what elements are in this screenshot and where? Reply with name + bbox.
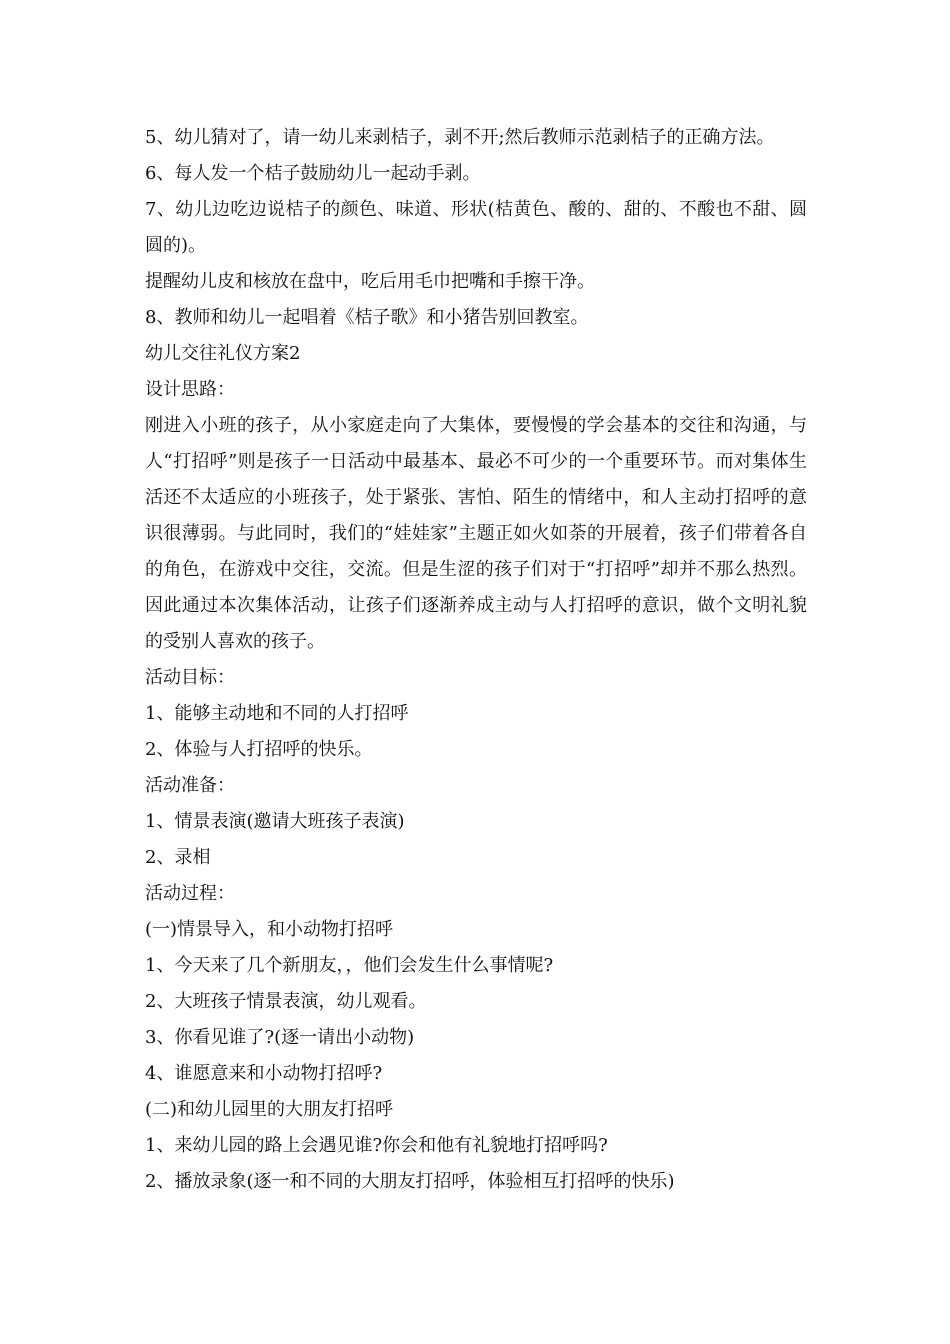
- list-item: 1、来幼儿园的路上会遇见谁?你会和他有礼貌地打招呼吗?: [145, 1135, 608, 1156]
- list-item: 4、谁愿意来和小动物打招呼?: [145, 1063, 383, 1084]
- list-item: 1、情景表演(邀请大班孩子表演): [145, 811, 405, 832]
- list-item: 1、能够主动地和不同的人打招呼: [145, 703, 409, 724]
- paragraph-step-6: 6、每人发一个桔子鼓励幼儿一起动手剥。: [145, 163, 481, 184]
- subheading-part-one: (一)情景导入，和小动物打招呼: [145, 919, 394, 940]
- list-item: 1、今天来了几个新朋友，，他们会发生什么事情呢?: [145, 955, 554, 976]
- heading-activity-goals: 活动目标：: [145, 667, 235, 688]
- paragraph-step-5: 5、幼儿猜对了，请一幼儿来剥桔子，剥不开;然后教师示范剥桔子的正确方法。: [145, 127, 775, 148]
- list-item: 2、体验与人打招呼的快乐。: [145, 739, 373, 760]
- heading-activity-process: 活动过程：: [145, 883, 235, 904]
- document-body: [145, 120, 807, 1200]
- section-title: 幼儿交往礼仪方案2: [145, 343, 301, 364]
- heading-design-idea: 设计思路：: [145, 379, 235, 400]
- list-item: 2、大班孩子情景表演，幼儿观看。: [145, 991, 427, 1012]
- heading-activity-prep: 活动准备：: [145, 775, 235, 796]
- paragraph-step-7: 7、幼儿边吃边说桔子的颜色、味道、形状(桔黄色、酸的、甜的、不酸也不甜、圆圆的)。: [145, 199, 807, 256]
- subheading-part-two: (二)和幼儿园里的大朋友打招呼: [145, 1099, 394, 1120]
- list-item: 3、你看见谁了?(逐一请出小动物): [145, 1027, 415, 1048]
- paragraph-reminder: 提醒幼儿皮和核放在盘中，吃后用毛巾把嘴和手擦干净。: [145, 271, 595, 292]
- paragraph-design-idea: 刚进入小班的孩子，从小家庭走向了大集体，要慢慢的学会基本的交往和沟通，与人“打招呼”则是孩子一日活动中最基本、最必不可少的一个重要环节。而对集体生活还不太适应的小班孩子，处于紧张、害怕、陌生的情绪中，和人主动打招呼的意识很薄弱。与此同时，我们的“娃娃家”主题正如火如荼的开展着，孩子们带着各自的角色，在游戏中交往，交流。但是生涩的孩子们对于“打招呼”却并不那么热烈。因此通过本次集体活动，让孩子们逐渐养成主动与人打招呼的意识，做个文明礼貌的受别人喜欢的孩子。: [145, 415, 807, 652]
- list-item: 2、录相: [145, 847, 211, 868]
- list-item: 2、播放录象(逐一和不同的大朋友打招呼，体验相互打招呼的快乐): [145, 1171, 675, 1192]
- paragraph-step-8: 8、教师和幼儿一起唱着《桔子歌》和小猪告别回教室。: [145, 307, 589, 328]
